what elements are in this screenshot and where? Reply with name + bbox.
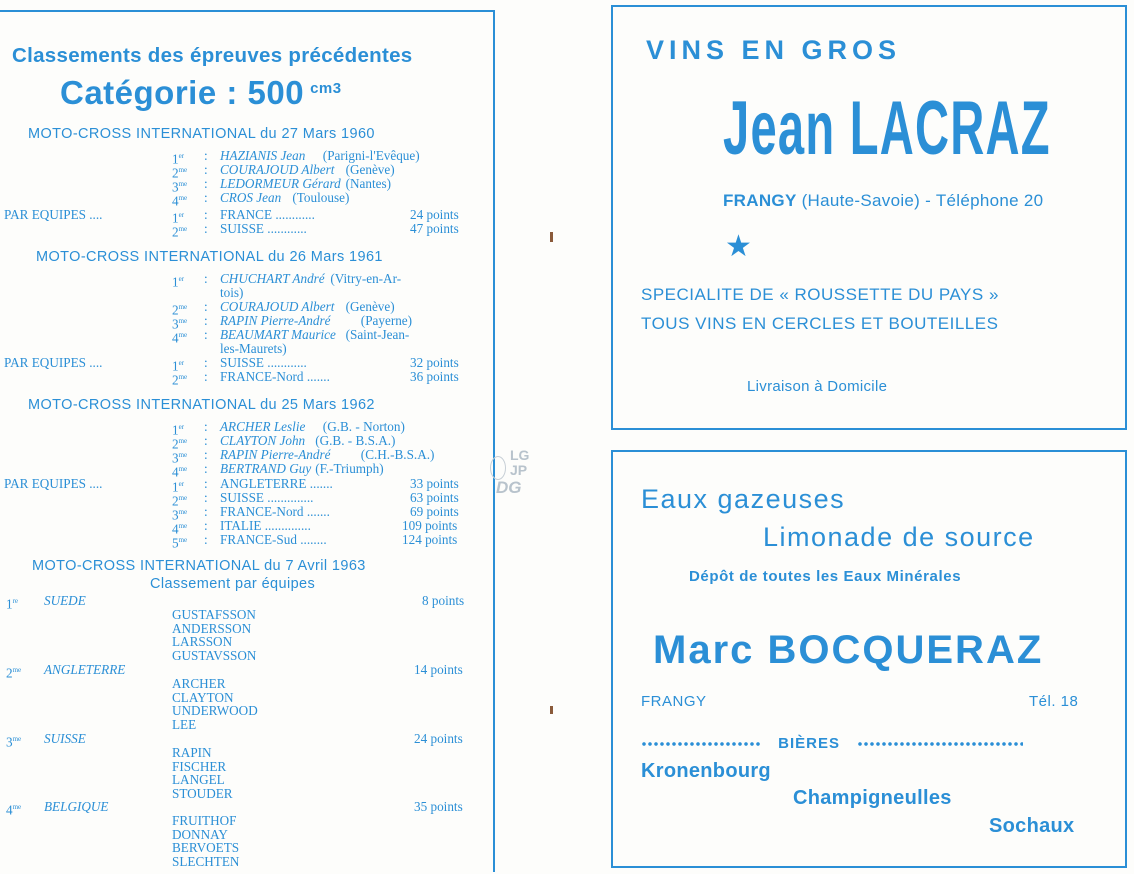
rank-digit: 2: [172, 224, 179, 240]
ad1-name: Jean LACRAZ: [723, 86, 1051, 171]
rider-name: CROS Jean: [220, 190, 282, 205]
ad1-location: [723, 191, 1043, 211]
rider-name: LARSSON: [172, 634, 233, 649]
race-title: MOTO-CROSS INTERNATIONAL du 26 Mars 1961: [36, 249, 383, 265]
rank-number: [6, 663, 21, 680]
colon: :: [204, 207, 208, 222]
rider-origin: (Genève): [345, 299, 395, 314]
ad1-heading: VINS EN GROS: [646, 35, 902, 65]
rank-digit: 1: [172, 479, 179, 495]
rider-name: COURAJOUD Albert: [220, 299, 335, 314]
rider-name: BERTRAND Guy: [220, 461, 312, 476]
rank-number: [172, 191, 187, 208]
rider-name: ANDERSSON: [172, 620, 252, 636]
rank-suffix: me: [178, 225, 188, 233]
rank-number: [6, 594, 18, 611]
rider-name: LEE: [172, 716, 197, 732]
team-name: BELGIQUE: [44, 799, 109, 814]
team-label: PAR EQUIPES ....: [4, 476, 103, 491]
rider-origin: (Toulouse): [292, 190, 350, 205]
rank-digit: 1: [6, 596, 13, 612]
rank-digit: 2: [172, 372, 179, 388]
rank-digit: 4: [172, 521, 179, 537]
colon: :: [204, 313, 208, 328]
colon: :: [204, 176, 208, 191]
wavy-rule: [857, 741, 1023, 747]
rank-suffix: er: [178, 480, 185, 488]
rank-suffix: me: [178, 465, 188, 473]
rider-name: ARCHER: [172, 676, 226, 691]
rank-suffix: re: [12, 597, 19, 605]
rank-suffix: me: [178, 180, 188, 188]
rank-suffix: me: [178, 317, 188, 325]
team-points: 24 points: [414, 731, 463, 746]
rank-suffix: er: [178, 211, 185, 219]
team-label: PAR EQUIPES ....: [4, 207, 103, 222]
rank-digit: 4: [6, 802, 13, 818]
rank-digit: 3: [172, 450, 179, 466]
colon: :: [204, 299, 208, 314]
team-points: 32 points: [410, 355, 459, 370]
team-name: SUISSE ..............: [220, 490, 314, 505]
colon: :: [204, 532, 208, 547]
watermark-line1: LG: [510, 447, 530, 463]
rider-name: STOUDER: [172, 785, 233, 801]
ad1-town: FRANGY: [723, 191, 797, 210]
rank-suffix: me: [178, 494, 188, 502]
colon: :: [204, 518, 208, 533]
team-points: 8 points: [422, 593, 465, 608]
team-name: FRANCE-Sud ........: [220, 532, 327, 547]
colon: :: [204, 221, 208, 236]
colon: :: [204, 419, 208, 434]
rider-name: LANGEL: [172, 772, 225, 787]
rider-name: GUSTAVSSON: [172, 647, 257, 663]
colon: :: [204, 490, 208, 505]
colon: :: [204, 162, 208, 177]
rank-suffix: er: [178, 359, 185, 367]
colon: :: [204, 327, 208, 342]
rider-origin: (C.H.-B.S.A.): [360, 447, 435, 462]
ad1-wines: TOUS VINS EN CERCLES ET BOUTEILLES: [641, 314, 999, 333]
rank-suffix: me: [178, 437, 188, 445]
team-points: 24 points: [410, 207, 459, 222]
colon: :: [204, 369, 208, 384]
team-points: 109 points: [402, 518, 458, 533]
ad2-beers-row: [641, 735, 1023, 752]
colon: :: [204, 433, 208, 448]
rider-name: ARCHER Leslie: [220, 419, 306, 434]
rider-name: DONNAY: [172, 826, 228, 842]
rank-suffix: me: [178, 373, 188, 381]
ad1-speciality: SPECIALITE DE « ROUSSETTE DU PAYS »: [641, 285, 999, 304]
team-name: SUISSE ............: [220, 355, 307, 370]
race-title: MOTO-CROSS INTERNATIONAL du 25 Mars 1962: [28, 397, 375, 413]
ad-lacraz: [611, 5, 1127, 430]
colon: :: [204, 504, 208, 519]
category-heading: [60, 74, 342, 112]
star-icon: ★: [725, 229, 752, 264]
rank-suffix: er: [178, 152, 185, 160]
rider-name: RAPIN Pierre-André: [220, 313, 331, 328]
rank-suffix: me: [178, 536, 188, 544]
rider-origin-cont: tois): [220, 285, 244, 300]
rank-digit: 2: [172, 165, 179, 181]
rider-origin: (G.B. - Norton): [322, 419, 405, 434]
watermark-logo: [490, 448, 536, 510]
race-subtitle: Classement par équipes: [150, 576, 316, 592]
team-points: 69 points: [410, 504, 459, 519]
rank-digit: 2: [172, 436, 179, 452]
category-label: Catégorie : 500: [60, 74, 305, 111]
colon: :: [204, 461, 208, 476]
ad1-region-phone: (Haute-Savoie) - Téléphone 20: [796, 191, 1044, 210]
rank-digit: 1: [172, 274, 179, 290]
team-name: ANGLETERRE .......: [220, 476, 333, 491]
rank-number: [172, 222, 187, 239]
rank-number: [172, 272, 184, 289]
rank-suffix: me: [178, 303, 188, 311]
team-name: SUEDE: [44, 593, 86, 608]
rank-digit: 1: [172, 210, 179, 226]
race-title: MOTO-CROSS INTERNATIONAL du 27 Mars 1960: [28, 126, 375, 142]
rider-name: UNDERWOOD: [172, 703, 258, 718]
rank-digit: 2: [172, 493, 179, 509]
rider-origin: (G.B. - B.S.A.): [315, 433, 396, 448]
watermark-line3: DG: [496, 478, 522, 497]
colon: :: [204, 355, 208, 370]
rider-origin: (F.-Triumph): [315, 461, 384, 476]
rider-name: COURAJOUD Albert: [220, 162, 335, 177]
rank-digit: 3: [172, 179, 179, 195]
rank-digit: 1: [172, 422, 179, 438]
rank-number: [6, 800, 21, 817]
team-points: 35 points: [414, 799, 463, 814]
rider-name: BEAUMART Maurice: [220, 327, 336, 342]
rider-name: CLAYTON John: [220, 433, 306, 448]
team-name: FRANCE ............: [220, 207, 315, 222]
ad-bocqueraz: [611, 450, 1127, 868]
rank-number: [172, 533, 187, 550]
rank-suffix: me: [12, 803, 22, 811]
page-title: Classements des épreuves précédentes: [12, 44, 413, 67]
rank-digit: 2: [172, 302, 179, 318]
rank-suffix: me: [178, 451, 188, 459]
team-label: PAR EQUIPES ....: [4, 355, 103, 370]
rider-name: SLECHTEN: [172, 853, 240, 869]
team-name: ITALIE ..............: [220, 518, 311, 533]
rank-suffix: me: [178, 194, 188, 202]
team-points: 63 points: [410, 490, 459, 505]
team-name: ANGLETERRE: [44, 662, 126, 677]
ad2-brand3: Sochaux: [989, 815, 1075, 837]
race-title: MOTO-CROSS INTERNATIONAL du 7 Avril 1963: [32, 558, 366, 574]
rank-digit: 3: [6, 734, 13, 750]
colon: :: [204, 148, 208, 163]
rider-origin: (Payerne): [360, 313, 413, 328]
rank-digit: 3: [172, 316, 179, 332]
rider-name: RAPIN: [172, 745, 212, 760]
rank-suffix: me: [178, 522, 188, 530]
colon: :: [204, 476, 208, 491]
team-points: 33 points: [410, 476, 459, 491]
rider-name: CLAYTON: [172, 689, 234, 705]
rank-digit: 1: [172, 151, 179, 167]
staple-mark: [550, 706, 553, 714]
rider-name: HAZIANIS Jean: [220, 148, 306, 163]
rank-suffix: me: [12, 666, 22, 674]
rank-digit: 4: [172, 330, 179, 346]
rank-number: [172, 370, 187, 387]
rider-name: FISCHER: [172, 758, 227, 774]
rider-origin: (Genève): [345, 162, 395, 177]
rank-digit: 3: [172, 507, 179, 523]
rider-origin: (Saint-Jean-: [345, 327, 410, 342]
team-name: SUISSE: [44, 731, 86, 746]
rank-digit: 2: [6, 665, 13, 681]
colon: :: [204, 190, 208, 205]
rank-suffix: me: [12, 735, 22, 743]
ad2-beers: BIÈRES: [778, 735, 841, 752]
rider-name: BERVOETS: [172, 840, 240, 855]
watermark-line2: JP: [510, 462, 528, 478]
category-unit: cm3: [310, 80, 342, 97]
rank-suffix: er: [178, 275, 185, 283]
ad2-brand2: Champigneulles: [793, 787, 952, 809]
rider-name: LEDORMEUR Gérard: [220, 176, 341, 191]
rank-suffix: er: [178, 423, 185, 431]
rank-suffix: me: [178, 508, 188, 516]
rank-number: [6, 732, 21, 749]
rider-origin-cont: les-Maurets): [220, 341, 287, 356]
ad2-brand1: Kronenbourg: [641, 760, 771, 782]
team-points: 124 points: [402, 532, 458, 547]
rank-digit: 4: [172, 193, 179, 209]
rank-digit: 5: [172, 535, 179, 551]
rank-digit: 1: [172, 358, 179, 374]
colon: :: [204, 447, 208, 462]
colon: :: [204, 271, 208, 286]
ad1-delivery: Livraison à Domicile: [747, 378, 888, 395]
ad2-line2: Limonade de source: [763, 522, 1035, 552]
ad2-line3: Dépôt de toutes les Eaux Minérales: [689, 568, 962, 585]
rank-digit: 4: [172, 464, 179, 480]
rider-origin: (Nantes): [345, 176, 391, 191]
ad2-name: Marc BOCQUERAZ: [653, 628, 1044, 672]
wavy-rule: [641, 741, 761, 747]
rider-origin: (Parigni-l'Evêque): [322, 148, 420, 163]
rank-suffix: me: [178, 166, 188, 174]
team-points: 36 points: [410, 369, 459, 384]
rider-name: RAPIN Pierre-André: [220, 447, 331, 462]
rider-name: GUSTAFSSON: [172, 607, 256, 622]
rank-number: [172, 328, 187, 345]
team-name: FRANCE-Nord .......: [220, 369, 330, 384]
rider-name: CHUCHART André: [220, 271, 325, 286]
ad2-phone: Tél. 18: [1029, 693, 1079, 710]
team-points: 47 points: [410, 221, 459, 236]
rider-origin: (Vitry-en-Ar-: [330, 271, 402, 286]
ad2-line1: Eaux gazeuses: [641, 484, 846, 514]
rank-suffix: me: [178, 331, 188, 339]
ad2-town: FRANGY: [641, 693, 707, 710]
team-points: 14 points: [414, 662, 463, 677]
team-name: FRANCE-Nord .......: [220, 504, 330, 519]
rider-name: FRUITHOF: [172, 813, 237, 828]
staple-mark: [550, 232, 553, 242]
team-name: SUISSE ............: [220, 221, 307, 236]
